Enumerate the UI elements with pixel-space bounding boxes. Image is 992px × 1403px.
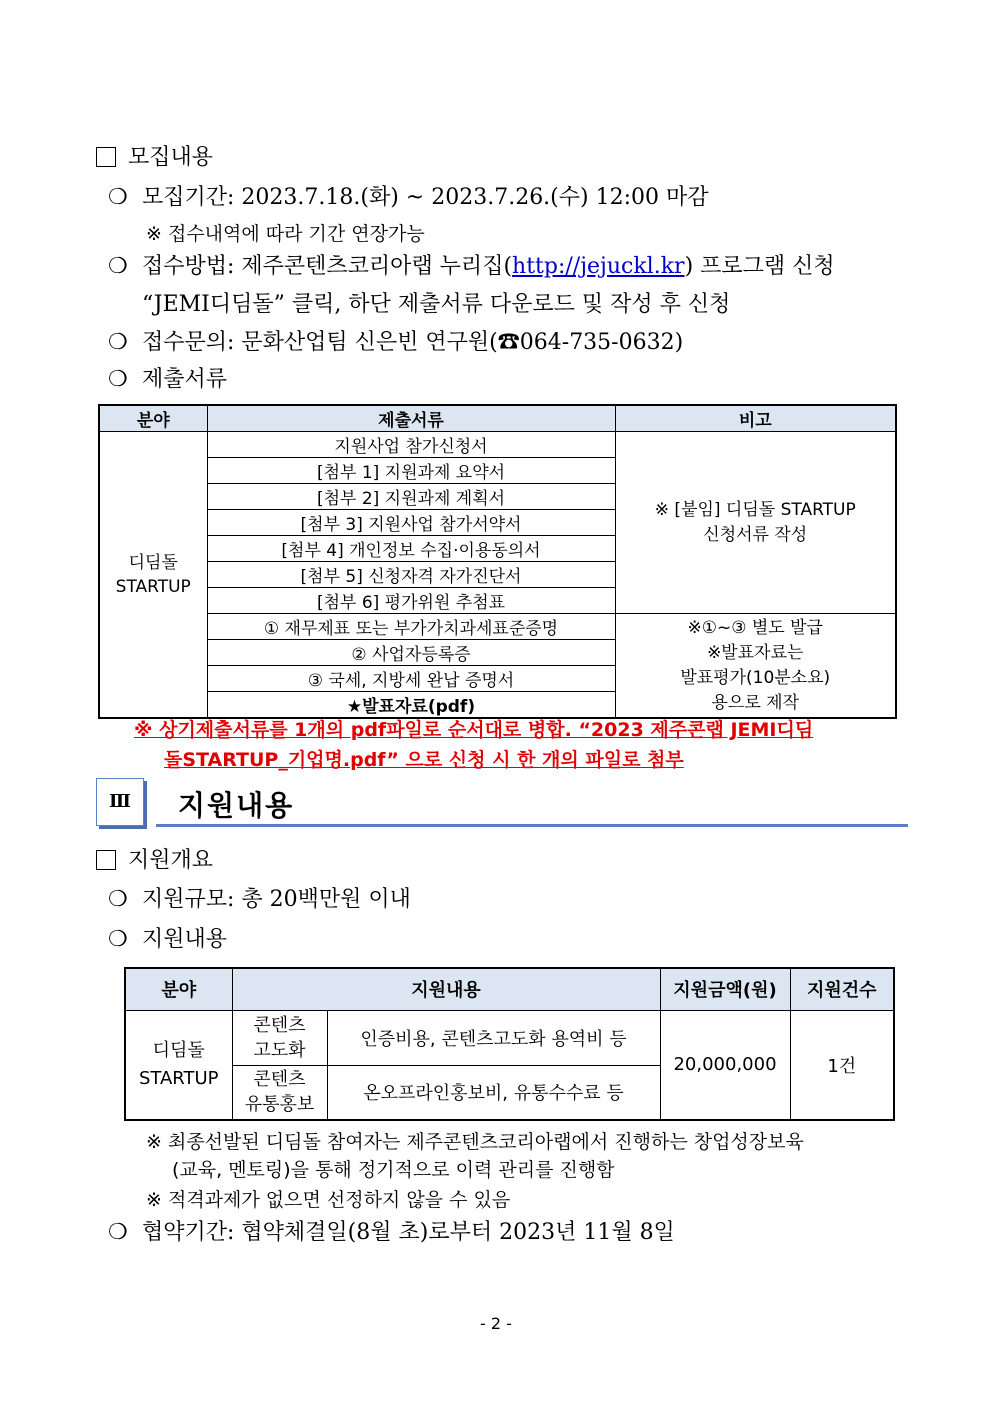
table-row: [125, 1010, 894, 1065]
circle-bullet-icon: ❍: [108, 185, 128, 210]
documents-table: [98, 404, 897, 719]
note-1-line2: (교육, 멘토링)을 통해 정기적으로 이력 관리를 진행함: [172, 1159, 615, 1181]
method-line-2: “JEMI디딤돌” 클릭, 하단 제출서류 다운로드 및 작성 후 신청: [142, 292, 731, 317]
doc-item: [첨부 5] 신청자격 자가진단서: [207, 562, 615, 588]
doc-item: ★발표자료(pdf): [207, 692, 615, 719]
note-1-line1: ※ 최종선발된 디딤돌 참여자는 제주콘텐츠코리아랩에서 진행하는 창업성장보육: [146, 1131, 804, 1153]
header-documents: 제출서류: [207, 405, 615, 432]
circle-bullet-icon: ❍: [108, 927, 128, 952]
group2-note: ※①~③ 별도 발급 ※발표자료는 발표평가(10분소요) 용으로 제작: [615, 614, 896, 719]
header-remarks: 비고: [615, 405, 896, 432]
header-field: 분야: [125, 968, 232, 1010]
doc-item: ③ 국세, 지방세 완납 증명서: [207, 666, 615, 692]
group1-note: ※ [붙임] 디딤돌 STARTUP 신청서류 작성: [615, 432, 896, 614]
header-content: 지원내용: [232, 968, 660, 1010]
category-cell: 콘텐츠 유통홍보: [232, 1065, 327, 1120]
recruit-heading: 모집내용: [96, 140, 213, 171]
table-row: [99, 614, 896, 640]
doc-item: 지원사업 참가신청서: [207, 432, 615, 458]
scale-line: ❍ 지원규모: 총 20백만원 이내: [108, 887, 411, 912]
amount-cell: 20,000,000: [660, 1010, 790, 1120]
header-field: 분야: [99, 405, 207, 432]
docs-label-line: ❍ 제출서류: [108, 367, 228, 392]
table-row: [99, 432, 896, 458]
section-title: 지원내용: [178, 789, 295, 822]
desc-cell: 온오프라인홍보비, 유통수수료 등: [327, 1065, 660, 1120]
table-header-row: [125, 968, 894, 1010]
doc-item: [첨부 6] 평가위원 추첨표: [207, 588, 615, 614]
doc-item: [첨부 3] 지원사업 참가서약서: [207, 510, 615, 536]
desc-cell: 인증비용, 콘텐츠고도화 용역비 등: [327, 1010, 660, 1065]
circle-bullet-icon: ❍: [108, 887, 128, 912]
agreement-line: ❍ 협약기간: 협약체결일(8월 초)로부터 2023년 11월 8일: [108, 1220, 675, 1245]
doc-item: [첨부 2] 지원과제 계획서: [207, 484, 615, 510]
merge-notice-line2: 돌STARTUP_기업명.pdf” 으로 신청 시 한 개의 파일로 첨부: [164, 749, 684, 771]
doc-item: ② 사업자등록증: [207, 640, 615, 666]
circle-bullet-icon: ❍: [108, 254, 128, 279]
field-cell: 디딤돌 STARTUP: [125, 1010, 232, 1120]
section-3-header: [96, 778, 908, 830]
merge-notice-line1: ※ 상기제출서류를 1개의 pdf파일로 순서대로 병합. “2023 제주콘랩 JEMI디딤: [134, 719, 814, 741]
support-table: [124, 967, 895, 1121]
section-numeral: Ⅲ: [96, 778, 144, 826]
checkbox-square-icon: [96, 850, 116, 870]
support-heading: 지원개요: [96, 843, 213, 874]
circle-bullet-icon: ❍: [108, 367, 128, 392]
count-cell: 1건: [790, 1010, 894, 1120]
inquiry-line: ❍ 접수문의: 문화산업팀 신은빈 연구원(☎064-735-0632): [108, 330, 684, 355]
field-cell: 디딤돌 STARTUP: [99, 432, 207, 719]
checkbox-square-icon: [96, 147, 116, 167]
section-underline: [156, 824, 908, 827]
note-2: ※ 적격과제가 없으면 선정하지 않을 수 있음: [146, 1189, 511, 1211]
circle-bullet-icon: ❍: [108, 1220, 128, 1245]
doc-item: [첨부 4] 개인정보 수집·이용동의서: [207, 536, 615, 562]
content-label-line: ❍ 지원내용: [108, 927, 228, 952]
category-cell: 콘텐츠 고도화: [232, 1010, 327, 1065]
circle-bullet-icon: ❍: [108, 330, 128, 355]
doc-item: ① 재무제표 또는 부가가치과세표준증명: [207, 614, 615, 640]
method-line: ❍ 접수방법: 제주콘텐츠코리아랩 누리집(http://jejuckl.kr) 프로그램 신청: [108, 254, 835, 279]
period-note: ※ 접수내역에 따라 기간 연장가능: [146, 223, 425, 245]
header-amount: 지원금액(원): [660, 968, 790, 1010]
doc-item: [첨부 1] 지원과제 요약서: [207, 458, 615, 484]
period-line: ❍ 모집기간: 2023.7.18.(화) ~ 2023.7.26.(수) 12:00 마감: [108, 185, 709, 210]
header-count: 지원건수: [790, 968, 894, 1010]
homepage-link[interactable]: http://jejuckl.kr: [512, 254, 685, 279]
table-header-row: [99, 405, 896, 432]
page-number: - 2 -: [480, 1314, 512, 1333]
